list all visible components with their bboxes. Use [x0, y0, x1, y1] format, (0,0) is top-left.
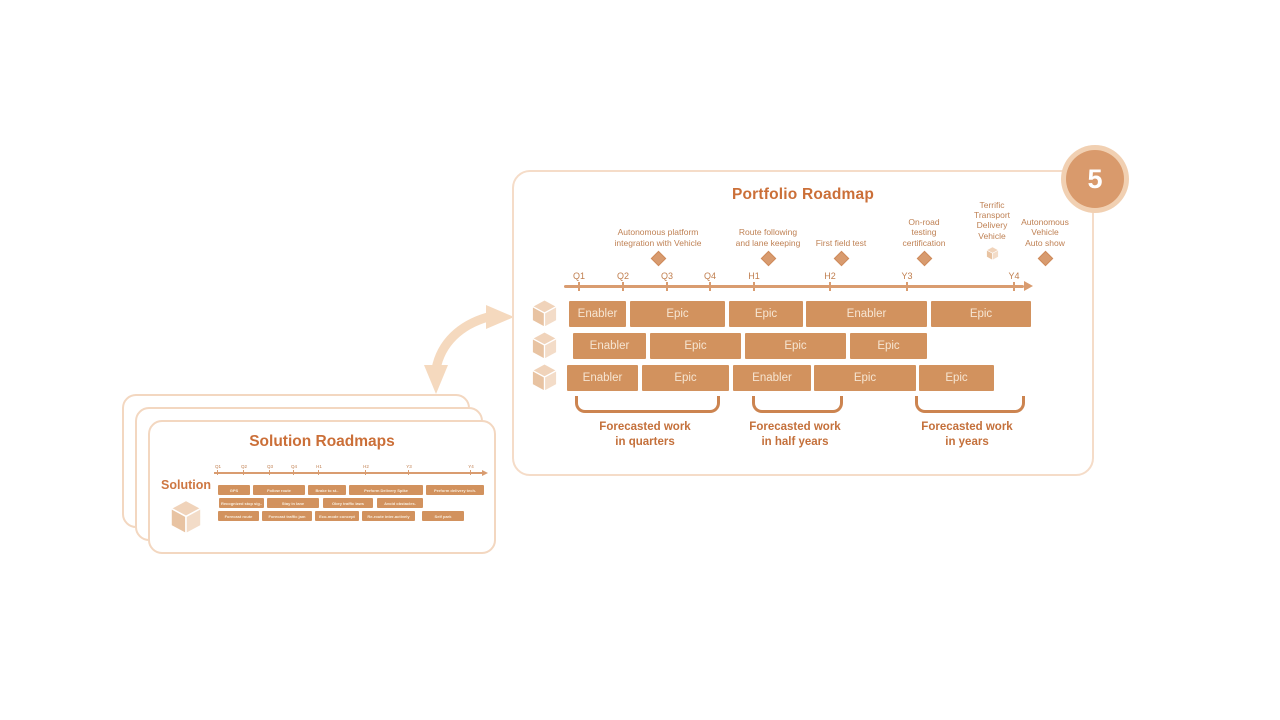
timeline-tick-label: Q1	[572, 271, 585, 281]
work-row-3	[150, 511, 494, 521]
timeline-tick-label: Y3	[406, 464, 412, 469]
timeline-tick-label: Y3	[901, 271, 913, 281]
enabler-bar: Enabler	[733, 365, 811, 391]
portfolio-milestones	[514, 199, 1092, 266]
forecast-label-2: Forecasted work in half years	[749, 421, 841, 448]
milestone-1	[598, 227, 718, 266]
forecast-brace-1	[575, 396, 720, 413]
solution-side-label: Solution	[161, 478, 211, 492]
step-number-badge: 5	[1066, 150, 1124, 208]
milestone-label: First field test	[815, 237, 867, 248]
milestone-diamond-icon	[760, 251, 776, 267]
portfolio-roadmap-panel	[512, 170, 1094, 476]
timeline-tick-label: Q2	[616, 271, 629, 281]
timeline-tick	[243, 470, 244, 475]
timeline-tick	[470, 470, 471, 475]
timeline-tick	[1013, 282, 1015, 291]
forecast-label-3: Forecasted work in years	[921, 421, 1013, 448]
timeline-tick-label: Y4	[1008, 271, 1020, 281]
forecast-route-bar: Forecast route	[218, 511, 259, 521]
self-park-bar: Self park	[422, 511, 464, 521]
timeline-tick	[578, 282, 580, 291]
epic-bar: Epic	[630, 301, 725, 327]
milestone-label: Route following and lane keeping	[735, 227, 801, 248]
follow-route-bar: Follow route	[253, 485, 305, 495]
timeline-tick	[829, 282, 831, 291]
timeline-tick	[269, 470, 270, 475]
enabler-bar: Enabler	[569, 301, 626, 327]
re-route-inter-actively-bar: Re-route inter-actively	[362, 511, 415, 521]
timeline-tick-label: Q3	[660, 271, 673, 281]
stay-in-lane-bar: Stay in lane	[267, 498, 319, 508]
forecast-brace-2	[752, 396, 843, 413]
timeline-line	[214, 472, 482, 474]
timeline-tick-label: Q3	[266, 464, 273, 469]
row-solution-cube-icon	[529, 362, 560, 398]
solution-roadmaps-title: Solution Roadmaps	[249, 433, 395, 450]
timeline-arrowhead-icon	[1024, 281, 1033, 291]
portfolio-roadmap-title: Portfolio Roadmap	[731, 186, 875, 203]
timeline-tick	[753, 282, 755, 291]
recognized-stop-sig--bar: Recognized stop sig..	[219, 498, 264, 508]
epic-bar: Epic	[931, 301, 1031, 327]
epic-bar: Epic	[642, 365, 729, 391]
timeline-tick	[318, 470, 319, 475]
obey-traffic-laws-bar: Obey traffic laws	[323, 498, 373, 508]
timeline-tick	[293, 470, 294, 475]
epic-bar: Epic	[729, 301, 803, 327]
enabler-bar: Enabler	[806, 301, 927, 327]
curved-double-arrow-icon	[400, 295, 530, 405]
timeline-arrowhead-icon	[482, 470, 488, 476]
milestone-label: On-road testing certification	[902, 216, 946, 248]
perform-delivery-tech--bar: Perform delivery tech.	[426, 485, 484, 495]
row-solution-cube-icon	[529, 330, 560, 366]
timeline-tick	[709, 282, 711, 291]
work-row-2	[514, 333, 1092, 359]
forecast-label-1: Forecasted work in quarters	[599, 421, 691, 448]
milestone-label: Autonomous platform integration with Vehicle	[614, 227, 702, 248]
gps-bar: GPS	[218, 485, 250, 495]
timeline-tick	[217, 470, 218, 475]
epic-bar: Epic	[919, 365, 994, 391]
timeline-tick-label: Q4	[703, 271, 716, 281]
milestone-label: Terrific Transport Delivery Vehicle	[973, 199, 1011, 241]
enabler-bar: Enabler	[567, 365, 638, 391]
epic-bar: Epic	[850, 333, 927, 359]
timeline-tick-label: Q4	[290, 464, 297, 469]
milestone-diamond-icon	[833, 251, 849, 267]
work-row-1	[514, 301, 1092, 327]
milestone-6	[985, 217, 1105, 266]
solution-card-front	[148, 420, 496, 554]
row-solution-cube-icon	[529, 298, 560, 334]
timeline-tick-label: H2	[363, 464, 369, 469]
timeline-tick-label: Q2	[240, 464, 247, 469]
milestone-diamond-icon	[650, 251, 666, 267]
milestone-label: Autonomous Vehicle Auto show	[1021, 216, 1069, 248]
timeline-tick-label: H1	[316, 464, 322, 469]
timeline-tick	[666, 282, 668, 291]
epic-bar: Epic	[745, 333, 846, 359]
enabler-bar: Enabler	[573, 333, 646, 359]
brake-to-st--bar: Brake to st..	[308, 485, 346, 495]
milestone-diamond-icon	[916, 251, 932, 267]
epic-bar: Epic	[650, 333, 741, 359]
timeline-tick	[622, 282, 624, 291]
timeline-tick-label: H1	[748, 271, 760, 281]
epic-bar: Epic	[814, 365, 916, 391]
cube-icon	[529, 362, 560, 393]
timeline-line	[564, 285, 1024, 288]
perform-delivery-spike-bar: Perform Delivery Spike	[349, 485, 423, 495]
timeline-tick-label: Y4	[468, 464, 474, 469]
work-row-1	[150, 485, 494, 495]
milestone-diamond-icon	[1037, 251, 1053, 267]
cube-icon	[529, 330, 560, 361]
eco-mode-concept-bar: Eco-mode concept	[315, 511, 359, 521]
timeline-tick	[408, 470, 409, 475]
timeline-tick	[906, 282, 908, 291]
work-row-3	[514, 365, 1092, 391]
work-row-2	[150, 498, 494, 508]
timeline-tick-label: Q1	[214, 464, 221, 469]
avoid-obstacles--bar: Avoid obstacles.	[377, 498, 423, 508]
forecast-brace-3	[915, 396, 1025, 413]
timeline-tick	[365, 470, 366, 475]
cube-icon	[529, 298, 560, 329]
forecast-traffic-jam-bar: Forecast traffic jam	[262, 511, 312, 521]
timeline-tick-label: H2	[824, 271, 836, 281]
